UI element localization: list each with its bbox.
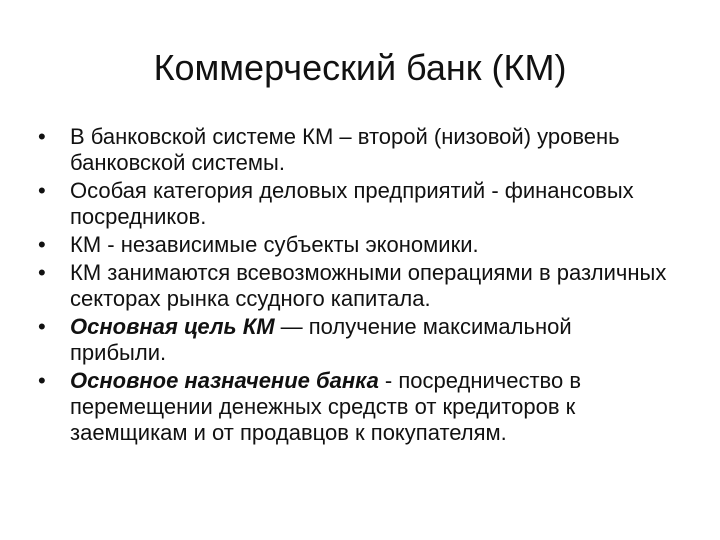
bullet-icon: • <box>38 368 46 393</box>
bullet-text: КМ - независимые субъекты экономики. <box>70 232 479 257</box>
slide-title: Коммерческий банк (КМ) <box>153 47 567 88</box>
bullet-item <box>38 232 668 258</box>
bullet-text: — получение максимальной прибыли. <box>70 314 572 365</box>
bullet-text: В банковской системе КМ – второй (низовой) уровень банковской системы. <box>70 124 620 175</box>
bullet-emphasis: Основное назначение банка <box>70 368 379 393</box>
bullet-icon: • <box>38 178 46 203</box>
bullet-emphasis: Основная цель КМ <box>70 314 275 339</box>
bullet-text: Особая категория деловых предприятий - финансовых посредников. <box>70 178 634 229</box>
bullet-icon: • <box>38 260 46 285</box>
bullet-item <box>38 260 668 312</box>
bullet-icon: • <box>38 314 46 339</box>
bullet-icon: • <box>38 124 46 149</box>
bullet-item <box>38 178 668 230</box>
bullet-text: КМ занимаются всевозможными операциями в различных секторах рынка ссудного капитала. <box>70 260 667 311</box>
bullet-item <box>38 124 668 176</box>
bullet-text: - посредничество в перемещении денежных средств от кредиторов к заемщикам и от продавцов к покупателям. <box>70 368 582 445</box>
bullet-item <box>38 314 668 366</box>
bullet-list <box>38 124 668 448</box>
bullet-icon: • <box>38 232 46 257</box>
bullet-item <box>38 368 668 446</box>
